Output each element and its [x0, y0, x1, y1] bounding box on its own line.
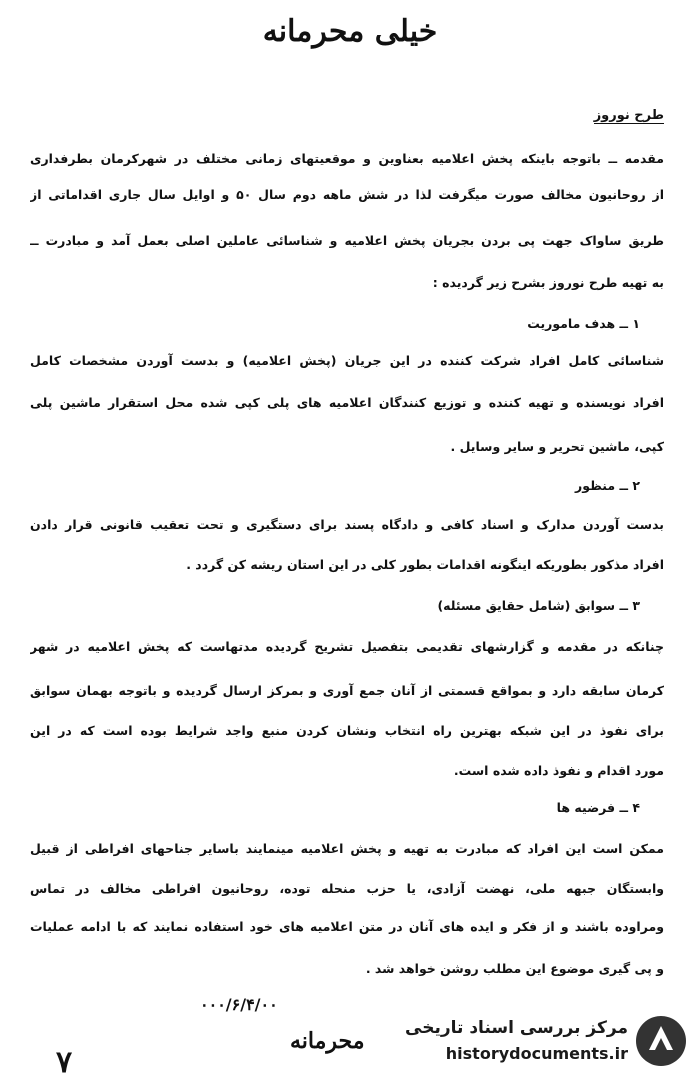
section-line: بدست آوردن مدارک و اسناد کافی و دادگاه پسند برای دستگیری و تحت تعقیب قانونی قرار دادن — [30, 517, 664, 532]
section-heading-background: ۳ ــ سوابق (شامل حقایق مسئله) — [437, 598, 640, 613]
intro-line: به تهیه طرح نوروز بشرح زیر گردیده : — [432, 275, 664, 290]
section-line: برای نفوذ در این شبکه بهترین راه انتخاب ونشان کردن منبع واجد شرایط بوده است که در این — [30, 723, 664, 738]
section-line: کپی، ماشین تحریر و سایر وسایل . — [450, 439, 664, 454]
plan-title: طرح نوروز — [593, 108, 664, 123]
header-classification-stamp: خیلی محرمانه — [262, 14, 438, 49]
section-line: ممکن است این افراد که مبادرت به تهیه و پخش اعلامیه مینمایند باسایر جناحهای افراطی از قبیل — [30, 841, 664, 856]
section-line: چنانکه در مقدمه و گزارشهای تقدیمی بتفصیل تشریح گردیده مدتهاست که پخش اعلامیه در شهر — [30, 639, 664, 654]
intro-line: طریق ساواک جهت پی بردن بجریان پخش اعلامیه و شناسائی عاملین اصلی بعمل آمد و مبادرت ــ — [30, 233, 664, 248]
section-line: افراد مذکور بطوریکه اینگونه اقدامات بطور کلی در این استان ریشه کن گردد . — [186, 557, 664, 572]
section-line: افراد نویسنده و تهیه کننده و توزیع کنندگان اعلامیه های پلی کپی شده محل استقرار ماشین پلی — [30, 395, 664, 410]
section-line: و پی گیری موضوع این مطلب روشن خواهد شد . — [365, 961, 664, 976]
section-line: ومراوده باشند و از فکر و ایده های آنان در متن اعلامیه های خود استفاده نمایند که با ادامه عملیات — [30, 919, 664, 934]
section-heading-hypotheses: ۴ ــ فرضیه ها — [556, 800, 640, 815]
watermark-org-name: مرکز بررسی اسناد تاریخی — [405, 1018, 628, 1038]
section-line: کرمان سابقه دارد و بمواقع قسمتی از آنان جمع آوری و بمرکز ارسال گردیده و باتوجه بهمان سوابق — [30, 683, 664, 698]
section-line: شناسائی کامل افراد شرکت کننده در این جریان (پخش اعلامیه) و بدست آوردن مشخصات کامل — [30, 353, 664, 368]
section-line: وابستگان جبهه ملی، نهضت آزادی، یا حزب منحله توده، روحانیون افراطی مخالف در تماس — [30, 881, 664, 896]
number-stamp: ۰۰۰/۶/۴/۰۰ — [200, 995, 278, 1014]
watermark-url: historydocuments.ir — [445, 1044, 628, 1063]
section-heading-mission-goal: ۱ ــ هدف ماموریت — [527, 316, 640, 331]
section-line: مورد اقدام و نفوذ داده شده است. — [453, 763, 664, 778]
intro-line: مقدمه ــ باتوجه باینکه پخش اعلامیه بعناوین و موقعیتهای زمانی مختلف در شهرکرمان بطرفداری — [30, 151, 664, 166]
document-center-logo-icon — [634, 1014, 688, 1068]
page-number: ۷ — [56, 1045, 73, 1080]
watermark — [405, 1010, 692, 1072]
footer-classification-stamp: محرمانه — [290, 1028, 365, 1054]
section-heading-purpose: ۲ ــ منظور — [575, 478, 640, 493]
intro-line: از روحانیون مخالف صورت میگرفت لذا در شش ماهه دوم سال ۵۰ و اوایل سال جاری اقداماتی از — [30, 187, 664, 202]
